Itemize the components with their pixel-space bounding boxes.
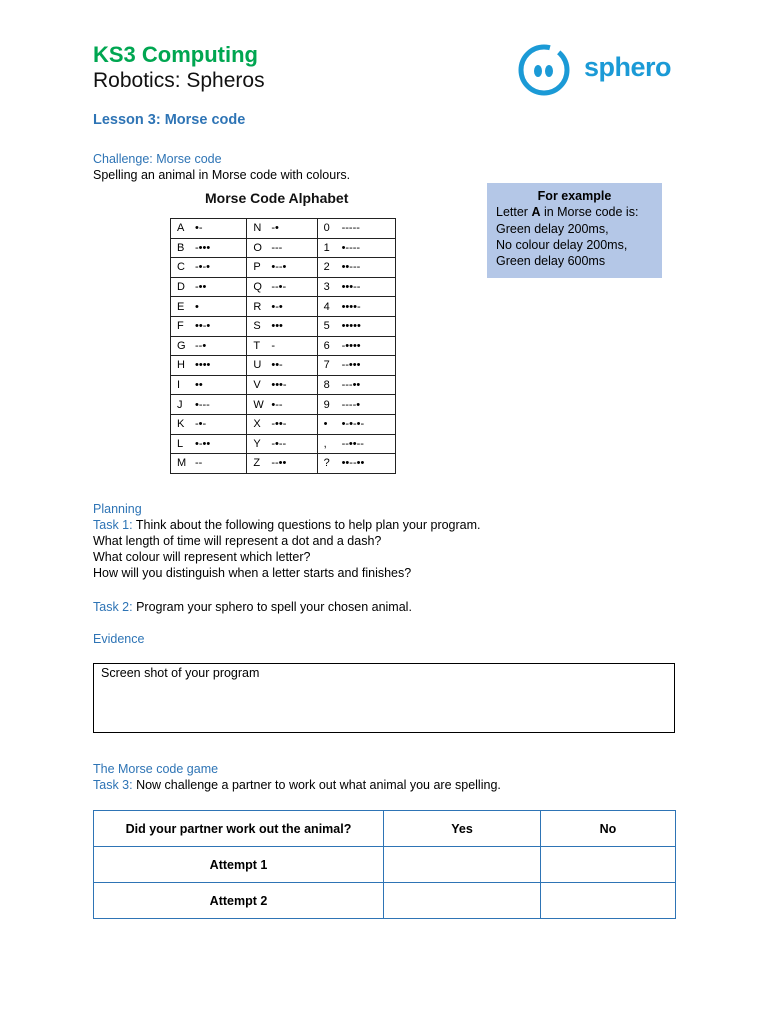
example-box — [487, 183, 662, 278]
header-no: No — [541, 811, 676, 847]
morse-cell — [247, 356, 317, 376]
challenge-heading: Challenge: Morse code — [93, 152, 222, 166]
morse-char: ? — [323, 457, 330, 470]
morse-char: V — [253, 379, 261, 392]
morse-cell — [317, 316, 395, 336]
morse-code: •• — [195, 379, 203, 392]
task3-line: Task 3: Now challenge a partner to work out what animal you are spelling. — [93, 778, 501, 792]
morse-cell — [317, 336, 395, 356]
task1-line: Task 1: Think about the following questions to help plan your program. — [93, 518, 481, 532]
morse-code: ••••• — [341, 320, 361, 333]
morse-cell — [317, 414, 395, 434]
morse-cell — [171, 414, 247, 434]
morse-code: --••-- — [341, 437, 364, 450]
header-yes: Yes — [384, 811, 541, 847]
evidence-box[interactable] — [93, 663, 675, 733]
morse-code: --•• — [271, 457, 287, 470]
morse-cell — [317, 238, 395, 258]
morse-cell — [171, 258, 247, 278]
morse-cell — [317, 297, 395, 317]
morse-code: •-•-•- — [341, 418, 365, 431]
morse-code: •-•• — [195, 437, 211, 450]
morse-code: ••--- — [341, 261, 361, 274]
morse-code: --••• — [341, 359, 361, 372]
attempt-2-label: Attempt 2 — [94, 883, 384, 919]
morse-cell — [317, 258, 395, 278]
morse-code: -•-• — [195, 261, 211, 274]
morse-code: ••• — [271, 320, 283, 333]
morse-code: -••• — [195, 241, 211, 254]
morse-char: W — [253, 398, 264, 411]
morse-code: -• — [271, 222, 279, 235]
example-heading: For example — [537, 189, 612, 203]
morse-char: 4 — [323, 300, 330, 313]
morse-cell — [247, 277, 317, 297]
morse-char: M — [177, 457, 187, 470]
table-row — [94, 883, 676, 919]
table-row — [171, 434, 396, 454]
game-heading: The Morse code game — [93, 762, 219, 776]
morse-char: T — [253, 339, 261, 352]
morse-cell — [247, 434, 317, 454]
question-3: How will you distinguish when a letter starts and finishes? — [93, 566, 412, 580]
morse-code: •--- — [195, 398, 210, 411]
morse-code: -••- — [271, 418, 287, 431]
morse-cell — [317, 395, 395, 415]
morse-code: --- — [271, 241, 283, 254]
header-question: Did your partner work out the animal? — [94, 811, 384, 847]
question-1: What length of time will represent a dot and a dash? — [93, 534, 382, 548]
planning-heading: Planning — [93, 502, 142, 516]
morse-code: --• — [195, 339, 207, 352]
morse-code: ••--•• — [341, 457, 365, 470]
morse-char: 3 — [323, 281, 330, 294]
morse-char: 8 — [323, 379, 330, 392]
morse-char: 9 — [323, 398, 330, 411]
morse-cell — [247, 219, 317, 239]
attempt-1-label: Attempt 1 — [94, 847, 384, 883]
morse-char: J — [177, 398, 183, 411]
morse-cell — [171, 219, 247, 239]
table-row — [171, 316, 396, 336]
morse-char: F — [177, 320, 184, 333]
game-header-row — [94, 811, 676, 847]
morse-char: 1 — [323, 241, 330, 254]
morse-cell — [171, 454, 247, 474]
morse-char: 6 — [323, 339, 330, 352]
morse-cell — [317, 434, 395, 454]
table-row — [171, 238, 396, 258]
morse-code: -•- — [195, 418, 207, 431]
evidence-heading: Evidence — [93, 632, 145, 646]
morse-char: A — [177, 222, 185, 235]
attempt-2-no-cell[interactable] — [541, 883, 676, 919]
game-results-table — [93, 810, 676, 919]
morse-cell — [247, 395, 317, 415]
morse-char: Z — [253, 457, 261, 470]
morse-code: -•-- — [271, 437, 287, 450]
table-row — [171, 258, 396, 278]
morse-char: B — [177, 241, 185, 254]
morse-char: P — [253, 261, 261, 274]
morse-char: 2 — [323, 261, 330, 274]
table-row — [171, 356, 396, 376]
attempt-1-no-cell[interactable] — [541, 847, 676, 883]
morse-code: ••- — [271, 359, 283, 372]
morse-cell — [317, 219, 395, 239]
morse-char: S — [253, 320, 261, 333]
morse-cell — [171, 336, 247, 356]
example-line-3: No colour delay 200ms, — [496, 237, 628, 252]
table-row — [171, 297, 396, 317]
morse-char: N — [253, 222, 262, 235]
morse-char: 5 — [323, 320, 330, 333]
morse-code: •-- — [271, 398, 283, 411]
table-row — [171, 414, 396, 434]
morse-code: --•- — [271, 281, 287, 294]
sphero-logo-text: sphero — [584, 52, 672, 82]
example-line-1: Letter A in Morse code is: — [496, 205, 639, 220]
morse-char: • — [323, 418, 328, 431]
morse-char: H — [177, 359, 185, 372]
attempt-2-yes-cell[interactable] — [384, 883, 541, 919]
morse-code: •- — [195, 222, 203, 235]
morse-code: ---•• — [341, 379, 361, 392]
morse-char: 7 — [323, 359, 330, 372]
morse-cell — [247, 238, 317, 258]
example-line-4: Green delay 600ms — [496, 254, 606, 269]
morse-cell — [317, 277, 395, 297]
morse-char: G — [177, 339, 186, 352]
morse-code-table — [170, 218, 396, 474]
task3-label: Task 3: — [93, 778, 133, 792]
morse-code: -•••• — [341, 339, 361, 352]
morse-char: D — [177, 281, 185, 294]
morse-code: •-• — [271, 300, 283, 313]
morse-cell — [171, 356, 247, 376]
morse-code: - — [271, 339, 276, 352]
morse-code: •••-- — [341, 281, 361, 294]
table-row — [171, 454, 396, 474]
morse-chart-title: Morse Code Alphabet — [205, 190, 349, 206]
morse-char: 0 — [323, 222, 330, 235]
morse-char: E — [177, 300, 185, 313]
page-title: KS3 Computing — [93, 42, 258, 67]
challenge-text: Spelling an animal in Morse code with colours. — [93, 168, 351, 182]
attempt-1-yes-cell[interactable] — [384, 847, 541, 883]
morse-code: ----• — [341, 398, 361, 411]
morse-code: • — [195, 300, 199, 313]
morse-cell — [171, 375, 247, 395]
morse-cell — [247, 336, 317, 356]
morse-char: I — [177, 379, 181, 392]
table-row — [171, 375, 396, 395]
table-row — [171, 219, 396, 239]
morse-code: •••• — [195, 359, 211, 372]
morse-cell — [247, 316, 317, 336]
task1-label: Task 1: — [93, 518, 133, 532]
morse-cell — [171, 316, 247, 336]
morse-code: ••-• — [195, 320, 211, 333]
task2-label: Task 2: — [93, 600, 133, 614]
question-2: What colour will represent which letter? — [93, 550, 311, 564]
morse-char: R — [253, 300, 262, 313]
evidence-box-label: Screen shot of your program — [101, 666, 260, 680]
lesson-title: Lesson 3: Morse code — [93, 112, 246, 128]
table-row — [171, 336, 396, 356]
morse-char: K — [177, 418, 185, 431]
morse-cell — [171, 277, 247, 297]
morse-code: ----- — [341, 222, 360, 235]
morse-cell — [247, 258, 317, 278]
morse-char: O — [253, 241, 262, 254]
task2-line: Task 2: Program your sphero to spell your chosen animal. — [93, 600, 412, 614]
morse-cell — [247, 375, 317, 395]
morse-code: -•• — [195, 281, 207, 294]
morse-char: L — [177, 437, 184, 450]
table-row — [94, 847, 676, 883]
example-line-2: Green delay 200ms, — [496, 221, 609, 236]
page-subtitle: Robotics: Spheros — [93, 69, 265, 92]
table-row — [171, 395, 396, 415]
morse-code: -- — [195, 457, 203, 470]
morse-code: •---- — [341, 241, 361, 254]
morse-code: ••••- — [341, 300, 361, 313]
morse-cell — [171, 297, 247, 317]
morse-cell — [317, 454, 395, 474]
morse-cell — [171, 434, 247, 454]
morse-cell — [171, 395, 247, 415]
morse-char: U — [253, 359, 262, 372]
morse-char: Y — [253, 437, 261, 450]
morse-code: •••- — [271, 379, 287, 392]
morse-char: Q — [253, 281, 262, 294]
morse-cell — [247, 454, 317, 474]
morse-cell — [171, 238, 247, 258]
morse-code: •--• — [271, 261, 287, 274]
morse-cell — [317, 356, 395, 376]
morse-char: , — [323, 437, 327, 450]
morse-cell — [247, 414, 317, 434]
morse-char: C — [177, 261, 185, 274]
morse-cell — [247, 297, 317, 317]
morse-char: X — [253, 418, 261, 431]
morse-cell — [317, 375, 395, 395]
table-row — [171, 277, 396, 297]
